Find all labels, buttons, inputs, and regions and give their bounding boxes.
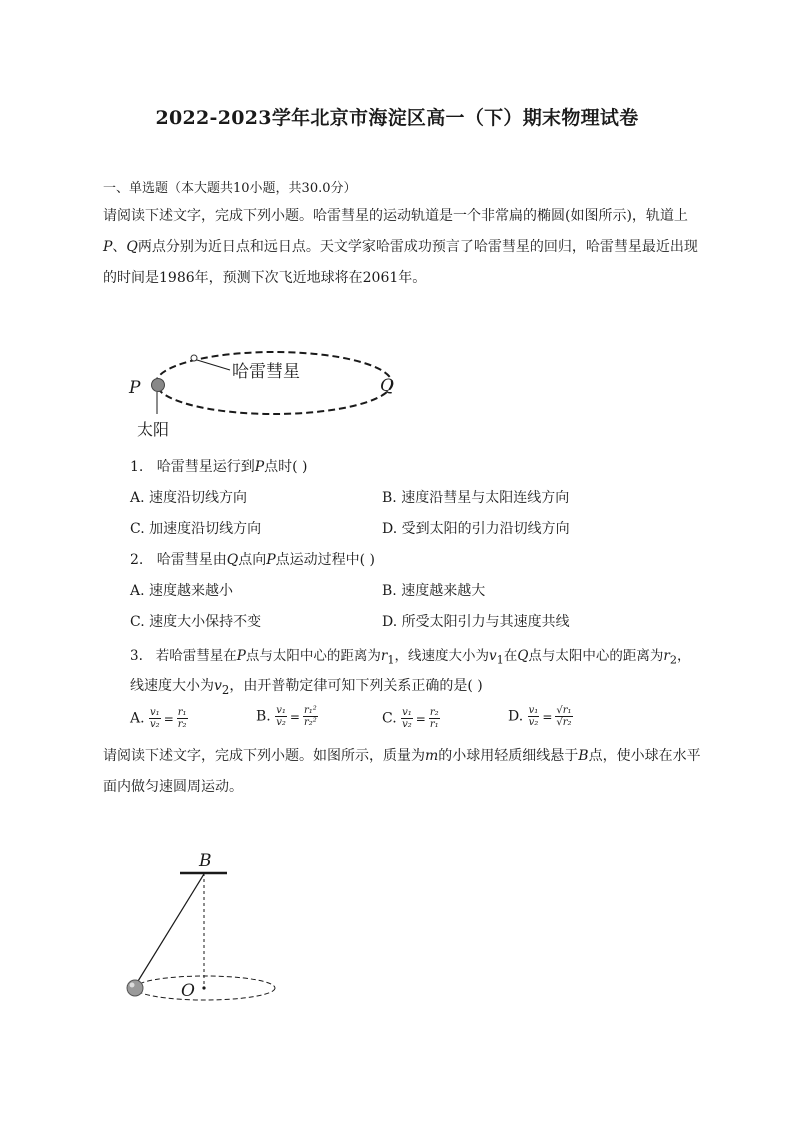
q3-option-c[interactable]: C. $\frac{\text{v₁}}{\text{v₂}}$ = $\frac{\text{r₂}}{\text{r₁}}$: [382, 707, 439, 730]
q2-option-b[interactable]: B. 速度越来越大: [382, 583, 486, 599]
fraction-v1-v2: $\frac{\text{v₁}}{\text{v₂}}$: [402, 707, 412, 730]
point-p-label: P: [129, 378, 141, 398]
fraction-r1-r2: $\frac{\text{r₁}}{\text{r₂}}$: [177, 707, 187, 730]
q2-option-c[interactable]: C. 速度大小保持不变: [130, 614, 262, 630]
fraction-v1-v2: $\frac{\text{v₁}}{\text{v₂}}$: [528, 705, 539, 728]
fraction-v1-v2: $\frac{\text{v₁}}{\text{v₂}}$: [150, 707, 160, 730]
comet-pointer: [197, 360, 230, 370]
passage2-line1: 请阅读下述文字，完成下列小题。如图所示，质量为m的小球用轻质细线悬于B点，使小球在水平: [103, 748, 701, 764]
sun-circle: [152, 379, 165, 392]
q2-option-a[interactable]: A. 速度越来越小: [130, 583, 234, 599]
question-2: 2. 哈雷彗星由Q点向P点运动过程中( ): [130, 552, 375, 568]
ball: [127, 980, 143, 996]
page-title: 2022-2023学年北京市海淀区高一（下）期末物理试卷: [155, 107, 639, 129]
sun-label: 太阳: [137, 420, 170, 439]
section-heading: 一、单选题（本大题共10小题，共30.0分）: [103, 181, 357, 196]
ball-highlight: [130, 983, 135, 988]
passage1-line3: 的时间是1986年，预测下次飞近地球将在2061年。: [103, 270, 427, 286]
q1-option-d[interactable]: D. 受到太阳的引力沿切线方向: [382, 521, 570, 537]
q3-option-b[interactable]: B. $\frac{\text{v₁}}{\text{v₂}}$ = $\frac{\text{r₁²}}{\text{r₂²}}$: [256, 705, 317, 728]
comet-dot: [191, 355, 197, 361]
passage2-line2: 面内做匀速圆周运动。: [103, 779, 243, 795]
q3-option-d[interactable]: D. $\frac{\text{v₁}}{\text{v₂}}$ = $\frac{\text{√r₁}}{\text{√r₂}}$: [508, 705, 572, 728]
question-3-line2: 线速度大小为$v_2$，由开普勒定律可知下列关系正确的是( ): [130, 678, 483, 697]
fraction-r1sq-r2sq: $\frac{\text{r₁²}}{\text{r₂²}}$: [303, 705, 317, 728]
question-1: 1. 哈雷彗星运行到P点时( ): [130, 459, 308, 475]
passage1-line1: 请阅读下述文字，完成下列小题。哈雷彗星的运动轨道是一个非常扁的椭圆(如图所示)，轨道上: [103, 208, 688, 224]
point-b-label: B: [199, 851, 212, 871]
conical-pendulum-figure: [115, 845, 295, 1010]
fraction-sqrt-r1-sqrt-r2: $\frac{\text{√r₁}}{\text{√r₂}}$: [556, 705, 572, 728]
fraction-r2-r1: $\frac{\text{r₂}}{\text{r₁}}$: [429, 707, 439, 730]
point-q-label: Q: [380, 376, 394, 396]
fraction-v1-v2: $\frac{\text{v₁}}{\text{v₂}}$: [276, 705, 286, 728]
comet-orbit-figure: [120, 340, 410, 445]
point-o-label: O: [181, 981, 195, 1001]
question-3-line1: 3. 若哈雷彗星在P点与太阳中心的距离为$r_1$，线速度大小为$v_1$在Q点与太阳中心的距离为$r_2$，: [130, 648, 691, 667]
q1-option-c[interactable]: C. 加速度沿切线方向: [130, 521, 262, 537]
center-dot: [202, 986, 205, 989]
q2-option-d[interactable]: D. 所受太阳引力与其速度共线: [382, 614, 570, 630]
q1-option-b[interactable]: B. 速度沿彗星与太阳连线方向: [382, 490, 570, 506]
q1-option-a[interactable]: A. 速度沿切线方向: [130, 490, 248, 506]
passage1-line2: P、Q两点分别为近日点和远日点。天文学家哈雷成功预言了哈雷彗星的回归，哈雷彗星最近出现: [103, 239, 698, 255]
comet-label: 哈雷彗星: [232, 362, 300, 382]
string-line: [135, 874, 204, 986]
q3-option-a[interactable]: A. $\frac{\text{v₁}}{\text{v₂}}$ = $\frac{\text{r₁}}{\text{r₂}}$: [130, 707, 187, 730]
